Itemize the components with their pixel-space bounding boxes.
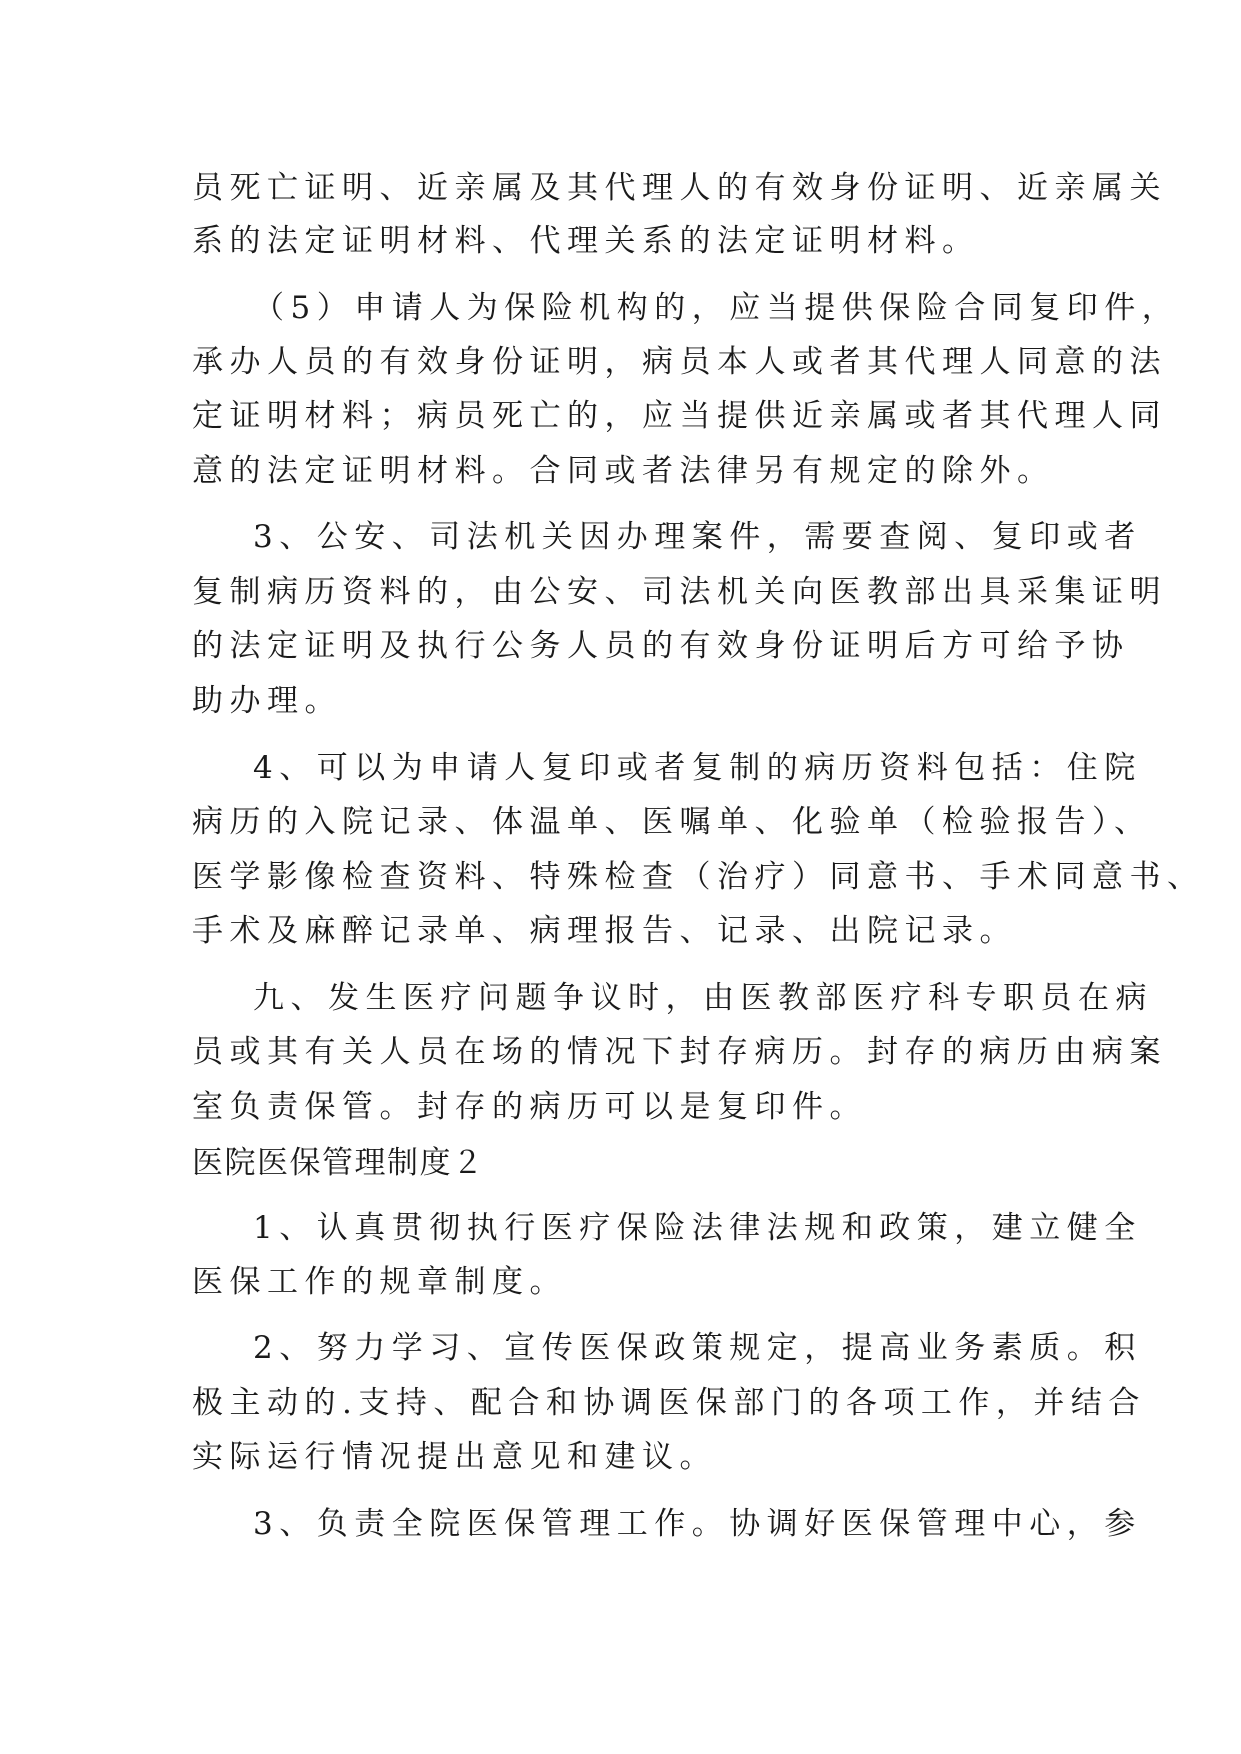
- text-line: 1、认真贯彻执行医疗保险法律法规和政策，建立健全: [253, 1210, 1142, 1246]
- text-line: 3、负责全院医保管理工作。协调好医保管理中心，参: [253, 1506, 1142, 1542]
- text-line: 承办人员的有效身份证明，病员本人或者其代理人同意的法: [192, 344, 1167, 380]
- text-line: 的法定证明及执行公务人员的有效身份证明后方可给予协: [192, 628, 1130, 664]
- text-line: 助办理。: [192, 683, 342, 719]
- section-heading: 医院医保管理制度２: [192, 1145, 485, 1181]
- text-line: 手术及麻醉记录单、病理报告、记录、出院记录。: [192, 913, 1017, 949]
- text-line: 九、发生医疗问题争议时，由医教部医疗科专职员在病: [253, 980, 1153, 1016]
- text-line: 2、努力学习、宣传医保政策规定，提高业务素质。积: [253, 1330, 1142, 1366]
- text-line: （5）申请人为保险机构的，应当提供保险合同复印件，: [253, 290, 1180, 326]
- text-line: 医保工作的规章制度。: [192, 1264, 567, 1300]
- text-line: 员或其有关人员在场的情况下封存病历。封存的病历由病案: [192, 1034, 1167, 1070]
- text-line: 3、公安、司法机关因办理案件，需要查阅、复印或者: [253, 519, 1142, 555]
- text-line: 室负责保管。封存的病历可以是复印件。: [192, 1089, 867, 1125]
- text-line: 复制病历资料的，由公安、司法机关向医教部出具采集证明: [192, 574, 1167, 610]
- text-line: 4、可以为申请人复印或者复制的病历资料包括：住院: [253, 750, 1142, 786]
- text-line: 系的法定证明材料、代理关系的法定证明材料。: [192, 223, 980, 259]
- text-line: 定证明材料；病员死亡的，应当提供近亲属或者其代理人同: [192, 398, 1167, 434]
- text-line: 实际运行情况提出意见和建议。: [192, 1439, 717, 1475]
- text-line: 极主动的.支持、配合和协调医保部门的各项工作，并结合: [192, 1385, 1146, 1421]
- text-line: 员死亡证明、近亲属及其代理人的有效身份证明、近亲属关: [192, 170, 1167, 206]
- text-line: 意的法定证明材料。合同或者法律另有规定的除外。: [192, 453, 1055, 489]
- text-line: 病历的入院记录、体温单、医嘱单、化验单（检验报告）、: [192, 804, 1152, 840]
- text-line: 医学影像检查资料、特殊检查（治疗）同意书、手术同意书、: [192, 859, 1205, 895]
